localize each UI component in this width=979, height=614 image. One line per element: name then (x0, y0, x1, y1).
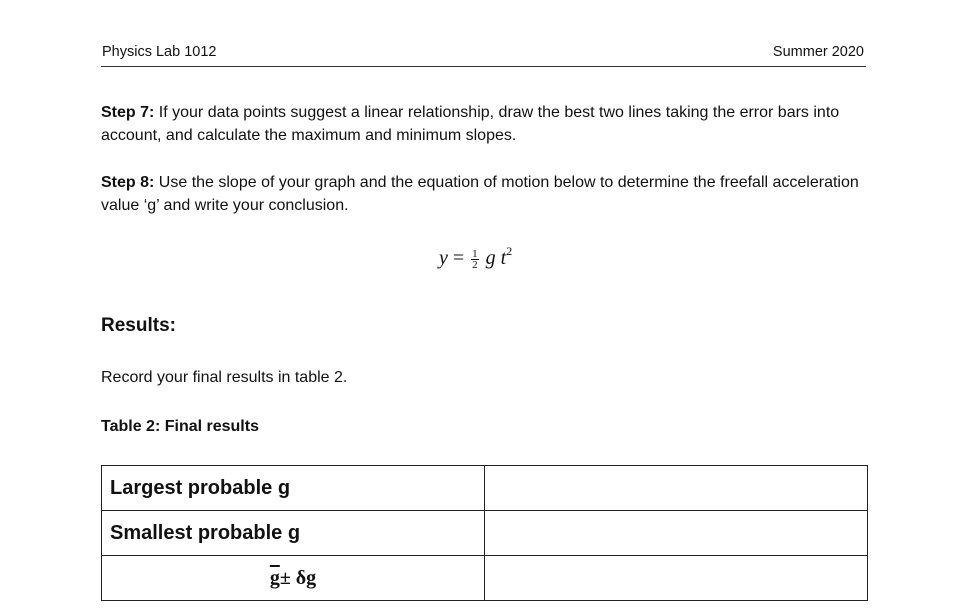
term-label: Summer 2020 (772, 44, 864, 60)
row-value-g-mean-uncertainty[interactable] (485, 556, 868, 601)
step-7-text: If your data points suggest a linear relationship, draw the best two lines taking the error bars into account, and calculate the maximum and minimum slopes. (101, 104, 840, 144)
row-label-g-mean-uncertainty (102, 556, 485, 601)
g-bar-symbol: $\overline{g}$ (269, 566, 280, 589)
course-title: Physics Lab 1012 (102, 44, 217, 60)
step-8-paragraph (101, 171, 871, 217)
page-header (101, 44, 866, 67)
results-heading: Results: (101, 315, 176, 336)
equation-lhs: y (439, 247, 448, 269)
table-caption: Table 2: Final results (101, 418, 259, 435)
equation-t: t (500, 247, 507, 269)
table-row (102, 466, 868, 511)
step-7-label: Step 7: (101, 104, 155, 121)
step-7-paragraph (101, 101, 871, 147)
row-label-largest-g: Largest probable g (102, 466, 485, 511)
equation-equals: = (452, 247, 465, 269)
final-results-table (101, 465, 868, 601)
equation-g: g (485, 247, 496, 269)
fraction-numerator: 1 (472, 247, 478, 260)
plus-minus-delta-g: ± δg (279, 566, 317, 589)
table-row (102, 556, 868, 601)
table-row (102, 511, 868, 556)
results-instruction: Record your final results in table 2. (101, 369, 348, 386)
row-label-smallest-g: Smallest probable g (102, 511, 485, 556)
row-value-largest-g[interactable] (485, 466, 868, 511)
step-8-text: Use the slope of your graph and the equation of motion below to determine the freefall acceleration value ‘g’ and write your conclusion. (101, 174, 859, 214)
row-value-smallest-g[interactable] (485, 511, 868, 556)
motion-equation (439, 244, 512, 270)
step-8-label: Step 8: (101, 174, 155, 191)
fraction-denominator: 2 (472, 258, 478, 271)
equation-power: 2 (506, 244, 513, 258)
equation-fraction (471, 249, 479, 270)
